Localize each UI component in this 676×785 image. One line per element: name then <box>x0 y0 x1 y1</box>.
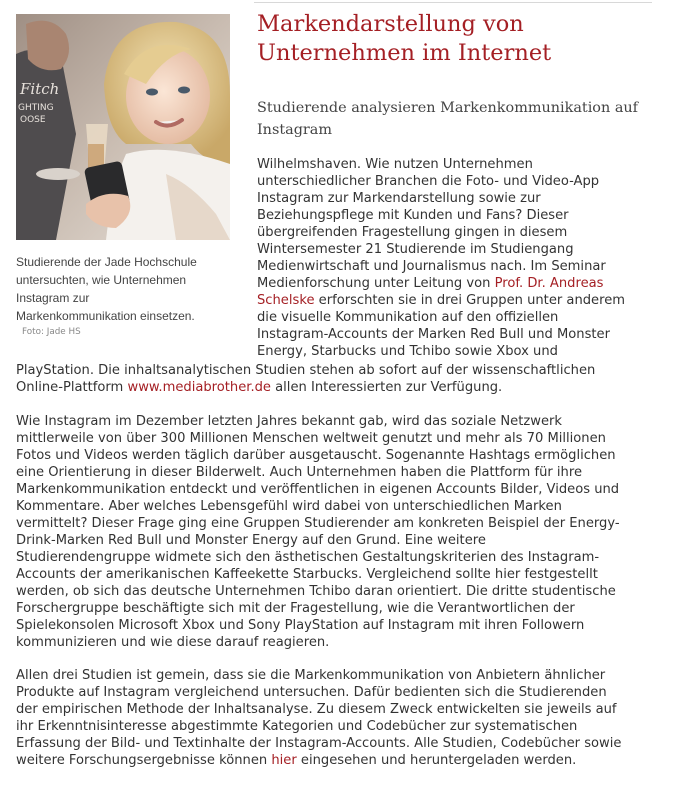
shirt-text-2: GHTING <box>18 103 54 113</box>
shirt-text-3: OOSE <box>20 115 46 125</box>
article-photo[interactable] <box>16 14 230 240</box>
photo-credit: Foto: Jade HS <box>22 327 81 337</box>
paragraph-instagram: Wie Instagram im Dezember letzten Jahres bekannt gab, wird das soziale Netzwerk mittlerweile von über 300 Millionen Menschen weltweit genutzt und mehr als 70 Millionen Fotos und Videos werden täglich darüber ausgetauscht. Sogenannte Hashtags ermöglichen eine Orientierung in dieser Bilderwelt. Auch Unternehmen haben die Plattform für ihre Markenkommunikation entdeckt und veröffentlichen in eigenen Accounts Bilder, Videos und Kommentare. Aber welches Lebensgefühl wird dabei von unterschiedlichen Marken vermittelt? Dieser Frage ging eine Gruppen Studierender am konkreten Beispiel der Energy- Drink-Marken Red Bull und Monster Energy auf den Grund. Eine weitere Studierendengruppe widmete sich den ästhetischen Gestaltungskriterien des Instagram- Accounts der amerikanischen Kaffeekette Starbucks. Vergleichend sollte hier festgestellt werden, ob sich das deutsche Unternehmen Tchibo daran orientiert. Die dritte studentische Forschergruppe beschäftigte sich mit der Fragestellung, wie die Verantwortlichen der Spielekonsolen Microsoft Xbox und Sony PlayStation auf Instagram mit ihren Followern kommunizieren und wie diese darauf reagieren. <box>16 414 620 650</box>
paragraph-intro: Wilhelmshaven. Wie nutzen Unternehmen unterschiedlicher Branchen die Foto- und Video-App Instagram zur Markendarstellung sowie zur Beziehungspflege mit Kunden und Fans? Dieser übergreifenden Fragestellung gingen in diesem Wintersemester 21 Studierende im Studiengang Medienwirtschaft und Journalismus nach. Im Seminar Medienforschung unter Leitung von Prof. Dr. Andreas Schelske erforschten sie in drei Gruppen unter anderem die visuelle Kommunikation auf den offiziellen Instagram-Accounts der Marken Red Bull und Monster Energy, Starbucks und Tchibo sowie Xbox und <box>257 157 626 359</box>
download-link[interactable]: hier <box>271 753 297 768</box>
professor-link-continued[interactable]: Schelske <box>257 293 315 308</box>
article-headline: Markendarstellung von Unternehmen im Internet <box>257 11 552 66</box>
paragraph-intro-continued: PlayStation. Die inhaltsanalytischen Studien stehen ab sofort auf der wissenschaftlichen Online-Plattform www.mediabrother.de allen Interessierten zur Verfügung. <box>16 363 596 395</box>
paragraph-studies: Allen drei Studien ist gemein, dass sie die Markenkommunikation von Anbietern ähnlicher Produkte auf Instagram vergleichend untersuchen. Dafür bedienten sich die Studierenden der empirischen Methode der Inhaltsanalyse. Zu diesem Zweck entwickelten sie jeweils auf ihr Erkenntnisinteresse abgestimmte Kategorien und Codebücher zur systematischen Erfassung der Bild- und Textinhalte der Instagram-Accounts. Alle Studien, Codebücher sowie weitere Forschungsergebnisse können hier eingesehen und heruntergeladen werden. <box>16 668 622 768</box>
article-subheadline: Studierende analysieren Markenkommunikation auf Instagram <box>257 100 638 138</box>
photo-illustration <box>16 14 230 240</box>
mediabrother-link[interactable]: www.mediabrother.de <box>127 380 271 395</box>
professor-link[interactable]: Prof. Dr. Andreas <box>494 276 604 291</box>
photo-caption: Studierende der Jade Hochschule untersuchten, wie Unternehmen Instagram zur Markenkommunikation einsetzen. <box>16 255 197 323</box>
top-divider <box>254 2 652 3</box>
shirt-text-1: Fitch <box>20 80 60 98</box>
